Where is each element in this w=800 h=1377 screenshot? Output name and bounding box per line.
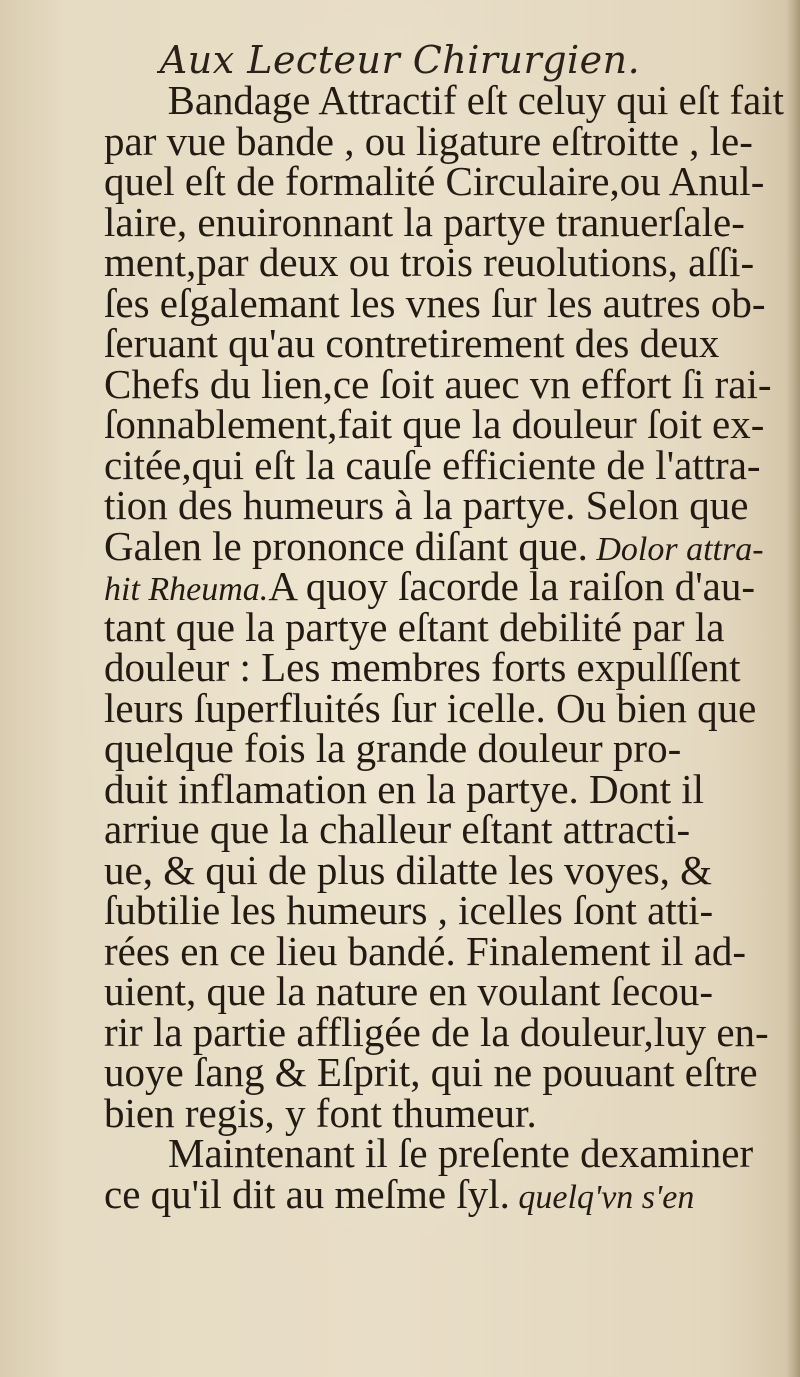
line-text: bien regis, y font thumeur. — [104, 1089, 537, 1136]
text-line — [104, 239, 784, 285]
text-line — [104, 401, 784, 447]
italic-phrase: Dolor attra- — [587, 530, 764, 568]
line-text: uoye ſang & Eſprit, qui ne pouuant eſtre — [104, 1049, 758, 1095]
line-text: laire, enuironnant la partye tranuerſale- — [104, 198, 745, 245]
text-line — [104, 441, 784, 488]
text-line — [104, 806, 784, 852]
text-line — [104, 968, 784, 1014]
line-text: quelque fois la grande douleur pro- — [104, 725, 682, 771]
line-text: duit inflamation en la partye. Dont il — [104, 765, 705, 812]
line-text: Galen le prononce diſant que. — [104, 522, 588, 569]
text-line — [104, 117, 784, 164]
line-text: arriue que la challeur eſtant attracti- — [104, 806, 691, 852]
text-line — [104, 644, 784, 690]
line-text: quel eſt de formalité Circulaire,ou Anul- — [104, 158, 765, 204]
text-line — [104, 887, 784, 933]
line-text: tion des humeurs à la partye. Selon que — [104, 482, 749, 528]
text-line — [104, 158, 784, 204]
line-text: leurs ſuperfluités ſur icelle. Ou bien que — [104, 684, 757, 731]
line-text: par vue bande , ou ligature eſtroitte , le- — [104, 117, 753, 164]
italic-phrase: hit Rheuma. — [104, 571, 269, 608]
italic-phrase: quelq'vn s'en — [509, 1178, 695, 1216]
line-text: ſeruant qu'au contretirement des deux — [104, 320, 720, 366]
text-line — [104, 482, 784, 528]
line-text: ſubtilie les humeurs , icelles ſont atti- — [104, 887, 714, 933]
line-text: ment,par deux ou trois reuolutions, aſſi- — [104, 239, 755, 285]
text-line — [104, 198, 784, 245]
text-line — [104, 279, 784, 326]
text-line — [104, 927, 784, 974]
line-text: tant que la partye eſtant debilité par la — [104, 603, 725, 650]
line-text: rées en ce lieu bandé. Finalement il ad- — [104, 927, 747, 974]
text-line — [104, 563, 784, 609]
body-text — [104, 77, 784, 1217]
line-text: ue, & qui de plus dilatte les voyes, & — [104, 846, 713, 893]
line-text: uient, que la nature en voulant ſecou- — [104, 968, 714, 1014]
text-line — [104, 1008, 784, 1055]
text-line — [104, 522, 784, 569]
text-line — [104, 684, 784, 731]
line-text: Maintenant il ſe preſente dexaminer — [168, 1130, 754, 1176]
line-text: A quoy ſacorde la raiſon d'au- — [268, 563, 756, 609]
text-line — [104, 846, 784, 893]
text-line — [104, 1089, 784, 1136]
line-text: citée,qui eſt la cauſe efficiente de l'attra- — [104, 441, 761, 488]
line-text: Bandage Attractif eſt celuy qui eſt fait — [167, 77, 784, 123]
text-line — [104, 1170, 784, 1217]
page-edge-shadow — [786, 0, 800, 1377]
line-text: douleur : Les membres forts expulſſent — [104, 644, 741, 690]
line-text: ce qu'il dit au meſme ſyl. — [104, 1170, 510, 1217]
line-text: ſonnablement,fait que la douleur ſoit ex- — [104, 401, 765, 447]
line-text: rir la partie affligée de la douleur,luy en- — [104, 1008, 769, 1055]
line-text: Chefs du lien,ce ſoit auec vn effort ſi rai- — [104, 360, 772, 407]
text-line — [104, 1049, 784, 1095]
running-head: Aux Lecteur Chirurgien. — [159, 38, 641, 82]
text-line — [104, 360, 784, 407]
text-line — [104, 77, 784, 123]
line-text: ſes eſgalemant les vnes ſur les autres ob- — [104, 279, 766, 326]
text-line — [104, 320, 784, 366]
text-line — [104, 765, 784, 812]
text-line — [104, 603, 784, 650]
text-line — [104, 1130, 784, 1176]
text-line — [104, 725, 784, 771]
